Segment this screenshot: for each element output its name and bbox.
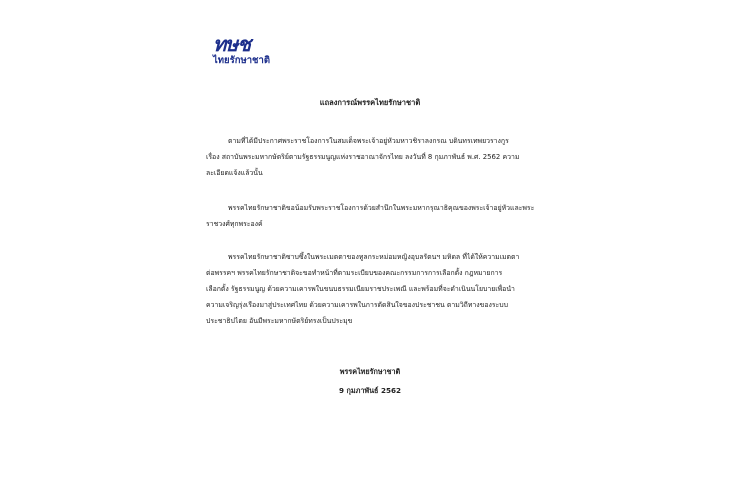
- paragraph-line: ต่อพรรคฯ พรรคไทยรักษาชาติจะขอทำหน้าที่ตามระเบียบของคณะกรรมการการเลือกตั้ง กฎหมายการ: [206, 269, 503, 277]
- signature-block: [0, 362, 740, 400]
- paragraph-line: เลือกตั้ง รัฐธรรมนูญ ด้วยความเคารพในขนบธรรมเนียมราชประเพณี และพร้อมที่จะดำเนินนโยบายเพื่อนำ: [206, 285, 515, 293]
- logo-mark: ทษช: [213, 32, 250, 56]
- paragraph-line: ประชาธิปไตย อันมีพระมหากษัตริย์ทรงเป็นประมุข: [206, 317, 353, 325]
- paragraph-line: เรื่อง สถาบันพระมหากษัตริย์ตามรัฐธรรมนูญแห่งราชอาณาจักรไทย ลงวันที่ 8 กุมภาพันธ์ พ.ศ. 2562 ความ: [206, 153, 520, 161]
- logo-party-name: ไทยรักษาชาติ: [213, 55, 271, 66]
- paragraph-gratitude: [206, 249, 551, 329]
- paragraph-acceptance: [206, 200, 551, 232]
- paragraph-line: ตามที่ได้มีประกาศพระราชโองการในสมเด็จพระเจ้าอยู่หัวมหาวชิราลงกรณ บดินทรเทพยวรางกูร: [228, 137, 509, 145]
- signature-date: 9 กุมภาพันธ์ 2562: [339, 386, 401, 395]
- paragraph-announcement: [206, 133, 551, 181]
- paragraph-line: ความเจริญรุ่งเรืองมาสู่ประเทศไทย ด้วยความเคารพในการตัดสินใจของประชาชน ตามวิถีทางของระบบ: [206, 301, 508, 309]
- paragraph-line: ราชวงศ์ทุกพระองค์: [206, 220, 263, 228]
- signature-org: พรรคไทยรักษาชาติ: [339, 367, 401, 376]
- party-logo: [213, 34, 283, 68]
- document-title: แถลงการณ์พรรคไทยรักษาชาติ: [319, 98, 421, 107]
- paragraph-line: พรรคไทยรักษาชาติขอน้อมรับพระราชโองการด้วยสำนึกในพระมหากรุณาธิคุณของพระเจ้าอยู่หัวและพระ: [228, 204, 535, 212]
- paragraph-line: พรรคไทยรักษาชาติซาบซึ้งในพระเมตตาของทูลกระหม่อมหญิงอุบลรัตนฯ มหิดล ที่ได้ให้ความเมตตา: [228, 253, 520, 261]
- paragraph-line: ละเอียดแจ้งแล้วนั้น: [206, 169, 263, 177]
